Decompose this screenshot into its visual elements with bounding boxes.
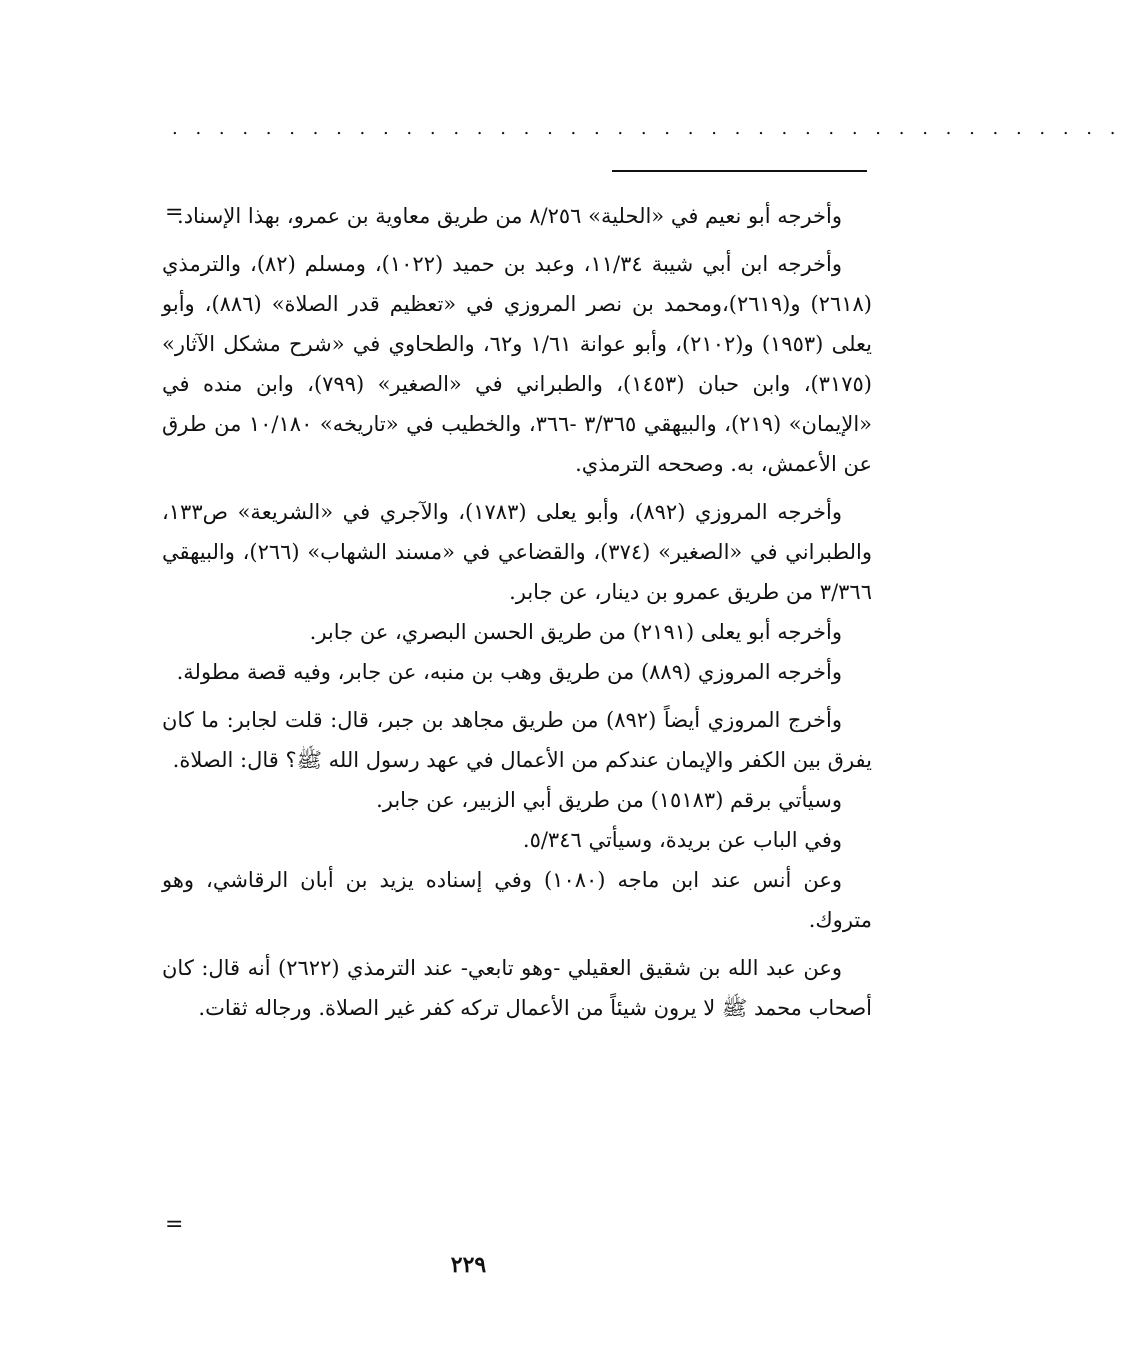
paragraph-9: وعن أنس عند ابن ماجه (١٠٨٠) وفي إسناده يزيد بن أبان الرقاشي، وهو متروك. <box>162 868 872 932</box>
paragraph-10: وعن عبد الله بن شقيق العقيلي -وهو تابعي- عند الترمذي (٢٦٢٢) أنه قال: كان أصحاب محمد ﷺ لا يرون شيئاً من الأعمال تركه كفر غير الصلاة. ورجاله ثقات. <box>162 956 872 1020</box>
continuation-mark-bottom: = <box>165 1212 184 1237</box>
paragraph-7: وسيأتي برقم (١٥١٨٣) من طريق أبي الزبير، عن جابر. <box>376 788 842 812</box>
paragraph-2: وأخرجه ابن أبي شيبة ١١/٣٤، وعبد بن حميد (١٠٢٢)، ومسلم (٨٢)، والترمذي (٢٦١٨) و(٢٦١٩)،ومحمد بن نصر المروزي في «تعظيم قدر الصلاة» (٨٨٦)، وأبو يعلى (١٩٥٣) و(٢١٠٢)، وأبو عوانة ١/٦١ و٦٢، والطحاوي في «شرح مشكل الآثار» (٣١٧٥)، وابن حبان (١٤٥٣)، والطبراني في «الصغير» (٧٩٩)، وابن منده في «الإيمان» (٢١٩)، والبيهقي ٣/٣٦٥ -٣٦٦، والخطيب في «تاريخه» ١٠/١٨٠ من طرق عن الأعمش، به. وصححه الترمذي. <box>162 252 873 476</box>
footnote-separator-rule <box>612 170 867 172</box>
top-dotted-line: . . . . . . . . . . . . . . . . . . . . . . . . . . . . . . . . . . . . . . . . . <box>172 118 1121 139</box>
paragraph-8: وفي الباب عن بريدة، وسيأتي ٥/٣٤٦. <box>522 828 842 852</box>
paragraph-5: وأخرجه المروزي (٨٨٩) من طريق وهب بن منبه، عن جابر، وفيه قصة مطولة. <box>176 660 842 684</box>
footnote-text <box>162 196 872 1028</box>
paragraph-4: وأخرجه أبو يعلى (٢١٩١) من طريق الحسن البصري، عن جابر. <box>309 620 842 644</box>
continuation-mark-top: = <box>165 200 184 225</box>
paragraph-1: وأخرجه أبو نعيم في «الحلية» ٨/٢٥٦ من طريق معاوية بن عمرو، بهذا الإسناد. <box>177 204 842 228</box>
paragraph-3: وأخرجه المروزي (٨٩٢)، وأبو يعلى (١٧٨٣)، والآجري في «الشريعة» ص١٣٣، والطبراني في «الصغير» (٣٧٤)، والقضاعي في «مسند الشهاب» (٢٦٦)، والبيهقي ٣/٣٦٦ من طريق عمرو بن دينار، عن جابر. <box>162 500 872 604</box>
paragraph-6: وأخرج المروزي أيضاً (٨٩٢) من طريق مجاهد بن جبر، قال: قلت لجابر: ما كان يفرق بين الكفر والإيمان عندكم من الأعمال في عهد رسول الله ﷺ؟ قال: الصلاة. <box>162 708 872 772</box>
page-number: ٢٢٩ <box>450 1252 487 1278</box>
